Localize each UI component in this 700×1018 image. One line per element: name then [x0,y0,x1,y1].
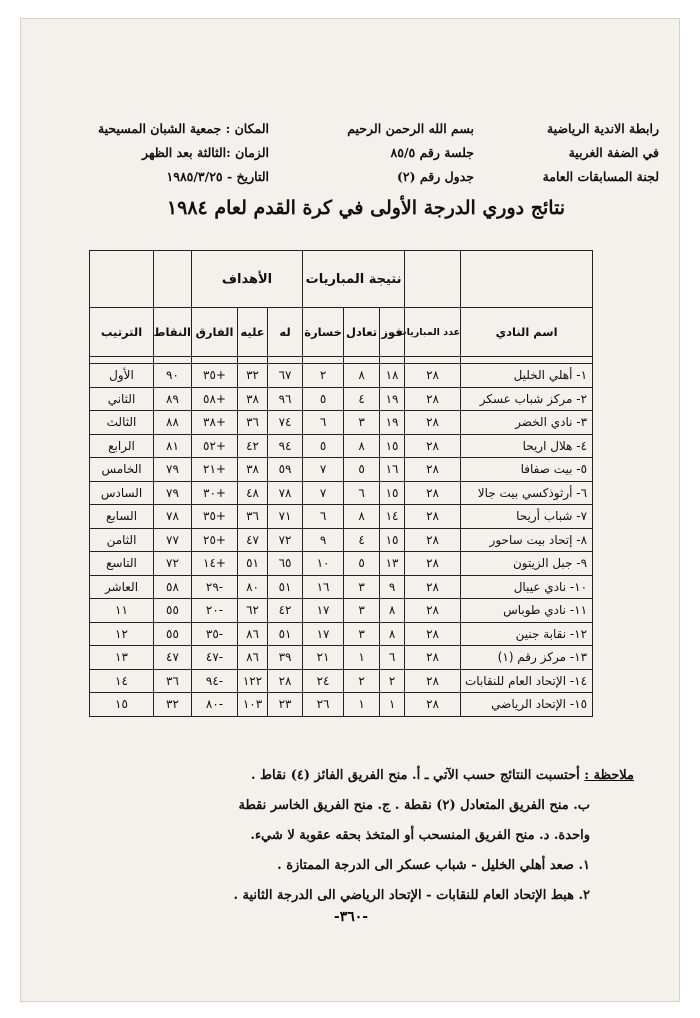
cell-won: ٩ [380,575,405,599]
table-header-group-row [90,251,593,308]
cell-diff: +٥٨ [192,387,238,411]
header-right-line: لجنة المسابقات العامة [542,169,659,184]
cell-against: ٣٢ [238,364,268,388]
cell-played: ٢٨ [405,528,461,552]
cell-won: ٨ [380,599,405,623]
cell-won: ٦ [380,646,405,670]
cell-against: ٨٦ [238,622,268,646]
header-right-line: في الضفة الغربية [568,145,659,160]
header-center-line: جلسة رقم ٨٥/٥ [390,145,474,160]
cell-against: ٤٧ [238,528,268,552]
table-row [90,622,593,646]
cell-played: ٢٨ [405,646,461,670]
cell-club: ١٤- الإتحاد العام للنقابات [461,669,593,693]
cell-points: ٥٨ [154,575,192,599]
cell-diff: -٢٩ [192,575,238,599]
cell-diff: -٨٠ [192,693,238,717]
cell-won: ٢ [380,669,405,693]
cell-won: ١ [380,693,405,717]
column-header-for: له [268,308,303,357]
notes-line-4: ١. صعد أهلي الخليل - شباب عسكر الى الدرجة الممتازة . [277,858,590,873]
cell-diff: -٤٧ [192,646,238,670]
cell-rank: السادس [90,481,154,505]
column-header-lost: خسارة [303,308,344,357]
notes-label: ملاحظة : [584,768,634,783]
notes-block [74,761,634,911]
cell-for: ٣٩ [268,646,303,670]
document-page [20,18,680,1002]
cell-draw: ٥ [344,552,380,576]
cell-club: ١٣- مركز رقم (١) [461,646,593,670]
header-right-block [499,117,659,189]
table-row [90,481,593,505]
header-left-block [69,117,269,189]
cell-played: ٢٨ [405,364,461,388]
cell-club: ٨- إتحاد بيت ساحور [461,528,593,552]
cell-draw: ١ [344,646,380,670]
cell-for: ٧٤ [268,411,303,435]
cell-won: ١٩ [380,411,405,435]
column-header-draw: تعادل [344,308,380,357]
cell-points: ٨١ [154,434,192,458]
cell-rank: الثالث [90,411,154,435]
notes-line-5: ٢. هبط الإتحاد العام للنقابات - الإتحاد الرياضي الى الدرجة الثانية . [233,888,590,903]
standings-table [89,250,593,717]
cell-played: ٢٨ [405,693,461,717]
cell-draw: ٢ [344,669,380,693]
column-header-against: عليه [238,308,268,357]
cell-lost: ٥ [303,387,344,411]
cell-played: ٢٨ [405,505,461,529]
cell-draw: ٣ [344,411,380,435]
cell-draw: ٤ [344,387,380,411]
cell-diff: +٣٨ [192,411,238,435]
cell-played: ٢٨ [405,481,461,505]
cell-club: ١٢- نقابة جنين [461,622,593,646]
cell-diff: +٣٥ [192,364,238,388]
column-header-club: اسم النادي [461,308,593,357]
cell-rank: ١٣ [90,646,154,670]
cell-points: ٧٩ [154,458,192,482]
cell-points: ٨٩ [154,387,192,411]
cell-club: ١٠- نادي عيبال [461,575,593,599]
header-empty-cell [405,251,461,308]
cell-diff: +١٤ [192,552,238,576]
cell-won: ١٦ [380,458,405,482]
header-center-line: بسم الله الرحمن الرحيم [347,121,474,136]
cell-points: ٧٩ [154,481,192,505]
table-row [90,599,593,623]
cell-points: ٤٧ [154,646,192,670]
document-title: نتائج دوري الدرجة الأولى في كرة القدم لعام ١٩٨٤ [166,197,566,219]
cell-diff: +٢١ [192,458,238,482]
cell-lost: ٧ [303,481,344,505]
cell-lost: ٢٤ [303,669,344,693]
header-left-line: الزمان :الثالثة بعد الظهر [142,145,269,160]
header-left-line: المكان : جمعية الشبان المسيحية [97,121,269,136]
cell-points: ٣٢ [154,693,192,717]
cell-club: ٥- بيت صفافا [461,458,593,482]
header-right-line: رابطة الاندية الرياضية [546,121,659,136]
cell-draw: ٣ [344,599,380,623]
cell-won: ١٥ [380,528,405,552]
cell-played: ٢٨ [405,458,461,482]
cell-won: ١٨ [380,364,405,388]
table-row [90,387,593,411]
cell-points: ٨٨ [154,411,192,435]
table-row [90,411,593,435]
cell-for: ٩٦ [268,387,303,411]
cell-draw: ٣ [344,622,380,646]
cell-club: ٣- نادي الخضر [461,411,593,435]
cell-played: ٢٨ [405,599,461,623]
cell-lost: ٦ [303,505,344,529]
spacer-cell [405,357,461,364]
cell-rank: الخامس [90,458,154,482]
cell-won: ١٣ [380,552,405,576]
cell-lost: ٢ [303,364,344,388]
header-spacer-row [90,357,593,364]
cell-won: ١٥ [380,481,405,505]
cell-won: ٨ [380,622,405,646]
cell-diff: -٢٠ [192,599,238,623]
cell-rank: السابع [90,505,154,529]
cell-lost: ٧ [303,458,344,482]
cell-lost: ١٧ [303,622,344,646]
cell-lost: ١٠ [303,552,344,576]
cell-against: ٦٢ [238,599,268,623]
table-row [90,434,593,458]
cell-for: ٢٨ [268,669,303,693]
cell-club: ١١- نادي طوباس [461,599,593,623]
group-header-goals: الأهداف [192,251,303,308]
cell-rank: التاسع [90,552,154,576]
cell-against: ٤٨ [238,481,268,505]
cell-draw: ٣ [344,575,380,599]
cell-won: ١٩ [380,387,405,411]
spacer-cell [90,357,154,364]
spacer-cell [238,357,268,364]
spacer-cell [268,357,303,364]
header-center-block [309,117,474,189]
cell-diff: -٩٤ [192,669,238,693]
cell-won: ١٥ [380,434,405,458]
cell-points: ٣٦ [154,669,192,693]
cell-rank: الأول [90,364,154,388]
cell-points: ٥٥ [154,622,192,646]
table-row [90,693,593,717]
spacer-cell [380,357,405,364]
cell-club: ٢- مركز شباب عسكر [461,387,593,411]
spacer-cell [344,357,380,364]
header-empty-cell [90,251,154,308]
cell-rank: الثامن [90,528,154,552]
notes-line-1 [74,761,634,791]
cell-for: ٥١ [268,622,303,646]
cell-against: ٤٢ [238,434,268,458]
cell-draw: ٤ [344,528,380,552]
cell-rank: الرابع [90,434,154,458]
cell-lost: ٦ [303,411,344,435]
notes-line-1-text: أحتسبت النتائج حسب الآتي ـ أ. منح الفريق الفائز (٤) نقاط . [250,768,580,783]
cell-played: ٢٨ [405,387,461,411]
header-center-line: جدول رقم (٢) [397,169,474,184]
cell-against: ٣٦ [238,505,268,529]
cell-rank: ١١ [90,599,154,623]
cell-club: ٦- أرثوذكسي بيت جالا [461,481,593,505]
cell-against: ٣٨ [238,387,268,411]
cell-lost: ٩ [303,528,344,552]
column-header-diff: الفارق [192,308,238,357]
cell-draw: ٨ [344,364,380,388]
cell-for: ٦٥ [268,552,303,576]
cell-for: ٥١ [268,575,303,599]
cell-played: ٢٨ [405,411,461,435]
cell-for: ٤٢ [268,599,303,623]
spacer-cell [192,357,238,364]
cell-points: ٥٥ [154,599,192,623]
cell-draw: ٥ [344,458,380,482]
column-header-won: فوز [380,308,405,357]
table-header-row [90,308,593,357]
cell-points: ٧٧ [154,528,192,552]
column-header-played: عدد المباريات [405,308,461,357]
cell-for: ٧٢ [268,528,303,552]
cell-played: ٢٨ [405,434,461,458]
cell-for: ٥٩ [268,458,303,482]
standings-rows [90,364,593,717]
table-row [90,575,593,599]
cell-against: ٣٦ [238,411,268,435]
cell-for: ٧١ [268,505,303,529]
column-header-points: النقاط [154,308,192,357]
cell-for: ٢٣ [268,693,303,717]
cell-rank: ١٢ [90,622,154,646]
cell-points: ٩٠ [154,364,192,388]
cell-against: ٨٠ [238,575,268,599]
cell-for: ٧٨ [268,481,303,505]
cell-lost: ١٦ [303,575,344,599]
notes-line-2: ب. منح الفريق المتعادل (٢) نقطة . ج. منح الفريق الخاسر نقطة [238,798,590,813]
cell-club: ١- أهلي الخليل [461,364,593,388]
cell-lost: ١٧ [303,599,344,623]
cell-lost: ٢١ [303,646,344,670]
cell-club: ٧- شباب أريحا [461,505,593,529]
table-row [90,364,593,388]
cell-played: ٢٨ [405,552,461,576]
cell-club: ٩- جبل الزيتون [461,552,593,576]
cell-rank: ١٥ [90,693,154,717]
cell-diff: +٢٥ [192,528,238,552]
cell-lost: ٢٦ [303,693,344,717]
cell-club: ٤- هلال اريحا [461,434,593,458]
cell-against: ٨٦ [238,646,268,670]
cell-diff: +٣٥ [192,505,238,529]
cell-points: ٧٨ [154,505,192,529]
cell-rank: الثاني [90,387,154,411]
spacer-cell [154,357,192,364]
cell-against: ١٠٣ [238,693,268,717]
cell-against: ٣٨ [238,458,268,482]
notes-line-3: واحدة. د. منح الفريق المنسحب أو المتخذ بحقه عقوبة لا شيء. [250,828,590,843]
cell-points: ٧٢ [154,552,192,576]
table-row [90,505,593,529]
cell-against: ٥١ [238,552,268,576]
header-left-line: التاريخ - ١٩٨٥/٣/٢٥ [166,169,269,184]
cell-played: ٢٨ [405,669,461,693]
cell-rank: العاشر [90,575,154,599]
cell-for: ٩٤ [268,434,303,458]
column-header-rank: الترتيب [90,308,154,357]
cell-diff: +٥٢ [192,434,238,458]
table-row [90,669,593,693]
group-header-results: نتيجة المباريات [303,251,405,308]
header-empty-cell [154,251,192,308]
cell-club: ١٥- الإتحاد الرياضي [461,693,593,717]
cell-rank: ١٤ [90,669,154,693]
cell-diff: -٣٥ [192,622,238,646]
cell-draw: ١ [344,693,380,717]
cell-played: ٢٨ [405,575,461,599]
spacer-cell [461,357,593,364]
cell-draw: ٨ [344,505,380,529]
spacer-cell [303,357,344,364]
cell-for: ٦٧ [268,364,303,388]
table-row [90,458,593,482]
cell-diff: +٣٠ [192,481,238,505]
table-row [90,552,593,576]
cell-against: ١٢٢ [238,669,268,693]
table-row [90,528,593,552]
table-row [90,646,593,670]
cell-lost: ٥ [303,434,344,458]
header-empty-cell [461,251,593,308]
cell-draw: ٨ [344,434,380,458]
cell-played: ٢٨ [405,622,461,646]
page-number: -٣٦٠- [333,909,369,925]
cell-won: ١٤ [380,505,405,529]
cell-draw: ٦ [344,481,380,505]
